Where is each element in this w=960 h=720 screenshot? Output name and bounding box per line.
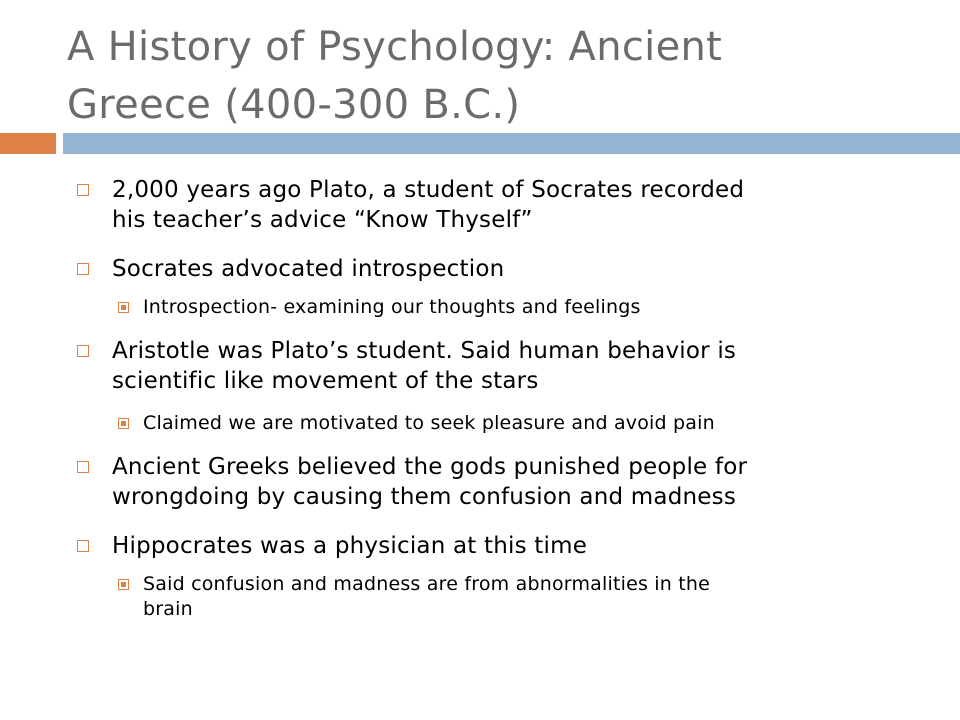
bullet-text-line: his teacher’s advice “Know Thyself” [112, 207, 533, 233]
filled-square-bullet-icon [118, 579, 129, 590]
bullet-text-line: Aristotle was Plato’s student. Said human behavior is [112, 338, 737, 364]
bullet-text-line: 2,000 years ago Plato, a student of Socrates recorded [112, 177, 745, 203]
bullet-text-line: scientific like movement of the stars [112, 368, 539, 394]
sub-bullet-text-line: brain [143, 598, 193, 620]
square-bullet-icon [77, 540, 89, 552]
sub-bullet-item-pleasure [143, 411, 715, 436]
bullet-text-line: Ancient Greeks believed the gods punished people for [112, 454, 748, 480]
square-bullet-icon [77, 345, 89, 357]
sub-bullet-text-line: Claimed we are motivated to seek pleasure and avoid pain [143, 412, 715, 434]
sub-bullet-item-brain [143, 572, 710, 622]
sub-bullet-text-line: Introspection- examining our thoughts and feelings [143, 296, 641, 318]
bullet-item-socrates [112, 254, 504, 284]
square-bullet-icon [77, 461, 89, 473]
sub-bullet-item-introspection [143, 295, 641, 320]
slide-title-line-2: Greece (400-300 B.C.) [67, 82, 521, 128]
filled-square-bullet-icon [118, 302, 129, 313]
bullet-item-hippocrates [112, 531, 587, 561]
bullet-text-line: Socrates advocated introspection [112, 256, 505, 282]
bullet-text-line: wrongdoing by causing them confusion and madness [112, 484, 736, 510]
bullet-item-ancient-greeks [112, 452, 747, 512]
filled-square-bullet-icon [118, 418, 129, 429]
square-bullet-icon [77, 184, 89, 196]
square-bullet-icon [77, 263, 89, 275]
bullet-item-aristotle [112, 336, 736, 396]
bullet-text-line: Hippocrates was a physician at this time [112, 533, 588, 559]
sub-bullet-text-line: Said confusion and madness are from abnormalities in the [143, 573, 711, 595]
bullet-item-plato [112, 175, 744, 235]
slide-title-line-1: A History of Psychology: Ancient [67, 24, 723, 70]
